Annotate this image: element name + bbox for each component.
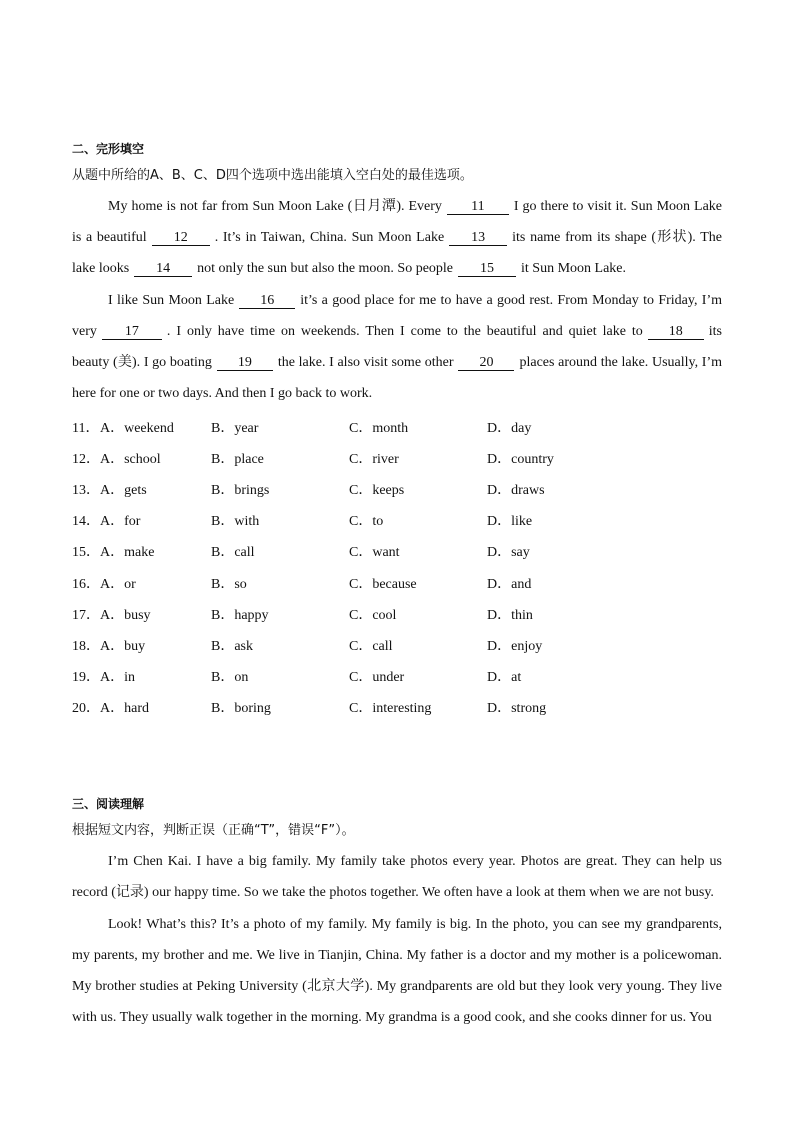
p1-text-2: I go there to visit it. Sun Moon Lake is a beautiful — [72, 199, 722, 245]
option-a[interactable]: A．in — [100, 670, 135, 685]
option-c[interactable]: C．call — [349, 639, 393, 654]
reading-paragraph-1: I’m Chen Kai. I have a big family. My family take photos every year. Photos are great. They can help us record (记录) our happy time. So we take the photos together. We often have a look at them when we are not busy. — [72, 854, 722, 900]
option-b[interactable]: B．happy — [211, 608, 269, 623]
option-a[interactable]: A．gets — [100, 483, 147, 498]
question-row — [72, 510, 722, 532]
reading-paragraph-2: Look! What’s this? It’s a photo of my family. My family is big. In the photo, you can see my grandparents, my parents, my brother and me. We live in Tianjin, China. My father is a doctor and my mother is a policewoman. My brother studies at Peking University (北京大学). My grandparents are old but they look very young. They live with us. They usually walk together in the morning. My grandma is a good cook, and she cooks dinner for us. You — [72, 917, 722, 1025]
question-row — [72, 417, 722, 439]
question-number: 13． — [72, 483, 100, 498]
question-number: 18． — [72, 639, 100, 654]
p1-text-3: . It’s in Taiwan, China. Sun Moon Lake — [214, 230, 445, 245]
option-a[interactable]: A．weekend — [100, 421, 174, 436]
cloze-section-heading: 二、完形填空 — [72, 142, 145, 156]
option-b[interactable]: B．boring — [211, 701, 271, 716]
cloze-instruction: 从题中所给的A、B、C、D四个选项中选出能填入空白处的最佳选项。 — [72, 168, 473, 183]
blank-19: 19 — [217, 355, 273, 371]
option-c[interactable]: C．under — [349, 670, 405, 685]
option-c[interactable]: C．because — [349, 577, 417, 592]
question-number: 19． — [72, 670, 100, 685]
p2-text-3: . I only have time on weekends. Then I come to the beautiful and quiet lake to — [166, 324, 643, 339]
blank-11: 11 — [447, 199, 509, 215]
option-a[interactable]: A．hard — [100, 701, 149, 716]
question-number: 17． — [72, 608, 100, 623]
option-a[interactable]: A．for — [100, 514, 141, 529]
blank-15: 15 — [458, 261, 516, 277]
option-d[interactable]: D．like — [487, 514, 533, 529]
p1-text-5: not only the sun but also the moon. So people — [197, 261, 454, 276]
question-row — [72, 448, 722, 470]
reading-section-heading: 三、阅读理解 — [72, 797, 145, 811]
option-b[interactable]: B．on — [211, 670, 249, 685]
option-d[interactable]: D．draws — [487, 483, 545, 498]
option-a[interactable]: A．or — [100, 577, 136, 592]
option-c[interactable]: C．river — [349, 452, 399, 467]
option-d[interactable]: D．thin — [487, 608, 533, 623]
option-d[interactable]: D．country — [487, 452, 554, 467]
question-row — [72, 666, 722, 688]
option-a[interactable]: A．buy — [100, 639, 146, 654]
blank-18: 18 — [648, 324, 704, 340]
option-b[interactable]: B．ask — [211, 639, 253, 654]
question-row — [72, 479, 722, 501]
question-number: 20． — [72, 701, 100, 716]
option-c[interactable]: C．want — [349, 545, 400, 560]
option-a[interactable]: A．school — [100, 452, 161, 467]
question-row — [72, 635, 722, 657]
option-b[interactable]: B．brings — [211, 483, 270, 498]
p2-text-1: I like Sun Moon Lake — [108, 293, 235, 308]
p2-text-5: the lake. I also visit some other — [277, 355, 454, 370]
option-d[interactable]: D．and — [487, 577, 532, 592]
cloze-paragraph-1 — [72, 191, 722, 284]
option-b[interactable]: B．with — [211, 514, 260, 529]
blank-13: 13 — [449, 230, 507, 246]
option-b[interactable]: B．place — [211, 452, 264, 467]
option-c[interactable]: C．to — [349, 514, 384, 529]
question-number: 14． — [72, 514, 100, 529]
p2-text-2: it’s a good place for me to have a good rest. From Monday to Friday, I’m very — [72, 293, 723, 339]
question-row — [72, 604, 722, 626]
blank-12: 12 — [152, 230, 210, 246]
option-a[interactable]: A．busy — [100, 608, 151, 623]
question-number: 16． — [72, 577, 100, 592]
option-b[interactable]: B．call — [211, 545, 255, 560]
question-row — [72, 541, 722, 563]
option-c[interactable]: C．month — [349, 421, 409, 436]
blank-20: 20 — [458, 355, 514, 371]
option-b[interactable]: B．so — [211, 577, 247, 592]
blank-16: 16 — [239, 293, 295, 309]
reading-instruction: 根据短文内容，判断正误（正确“T”，错误“F”）。 — [72, 823, 355, 838]
option-d[interactable]: D．say — [487, 545, 530, 560]
option-c[interactable]: C．keeps — [349, 483, 405, 498]
option-d[interactable]: D．enjoy — [487, 639, 543, 654]
p2-text-4: its beauty (美). I go boating — [72, 324, 722, 370]
option-d[interactable]: D．day — [487, 421, 532, 436]
question-number: 15． — [72, 545, 100, 560]
blank-14: 14 — [134, 261, 192, 277]
option-c[interactable]: C．cool — [349, 608, 397, 623]
option-b[interactable]: B．year — [211, 421, 259, 436]
p1-text-1: My home is not far from Sun Moon Lake (日月潭). Every — [108, 199, 442, 214]
blank-17: 17 — [102, 324, 162, 340]
p1-text-4: its name from its shape (形状). The lake looks — [72, 230, 723, 276]
option-a[interactable]: A．make — [100, 545, 155, 560]
option-d[interactable]: D．strong — [487, 701, 547, 716]
cloze-paragraph-2 — [72, 285, 722, 409]
option-c[interactable]: C．interesting — [349, 701, 432, 716]
question-number: 11． — [72, 421, 100, 436]
option-d[interactable]: D．at — [487, 670, 522, 685]
question-row — [72, 573, 722, 595]
question-row — [72, 697, 722, 719]
question-number: 12． — [72, 452, 100, 467]
p1-text-6: it Sun Moon Lake. — [521, 261, 627, 276]
p2-text-6: places around the lake. Usually, I’m here for one or two days. And then I go back to work. — [72, 355, 722, 401]
